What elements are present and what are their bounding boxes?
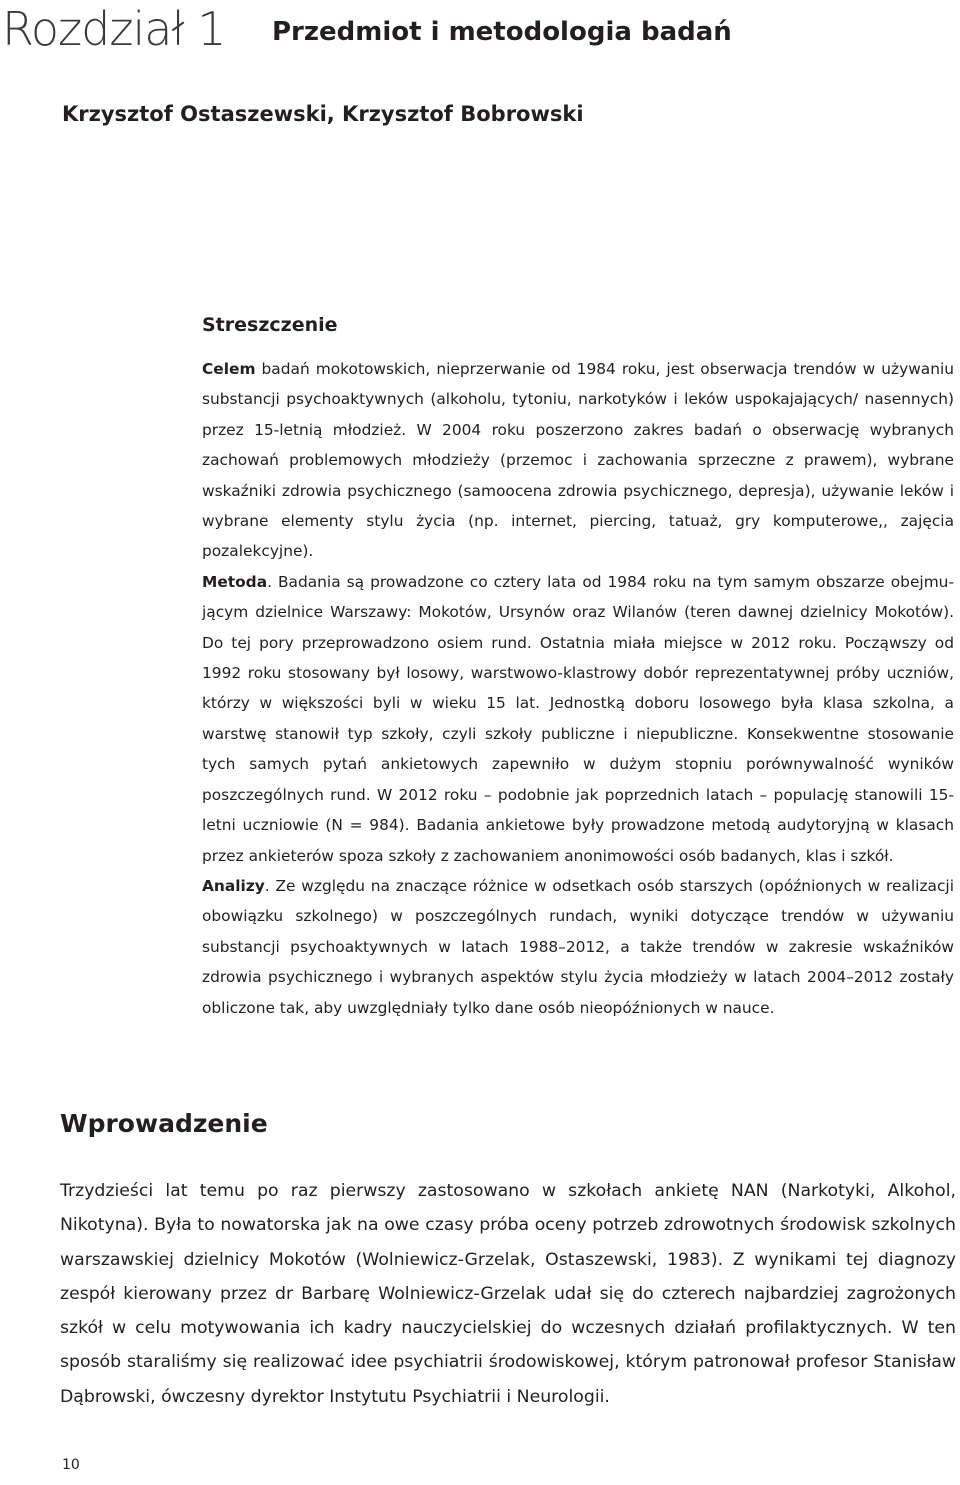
abstract-heading: Streszczenie: [202, 314, 338, 336]
abstract-text-method: . Badania są prowadzone co cztery lata od 1984 roku na tym samym obszarze obejmującym dzielnice Warszawy: Mokotów, Ursynów oraz Wilanów (teren dawnej dzielnicy Mokotów). Do tej pory przeprowadzono osiem rund. Ostatnia miała miejsce w 2012 roku. Począwszy od 1992 roku stosowany był losowy, warstwowo-klastrowy dobór reprezentatywnej próby uczniów, którzy w większości byli w wieku 15 lat. Jednostką doboru losowego była klasa szkolna, a warstwę stanowił typ szkoły, czyli szkoły publiczne i niepubliczne. Konsekwentne stosowanie tych samych pytań ankietowych zapewniło w dużym stopniu porównywalność wyników poszczególnych rund. W 2012 roku – podobnie jak poprzednich latach – populację stanowili 15-letni uczniowie (N = 984). Badania ankietowe były prowadzone metodą audytoryjną w klasach przez ankieterów spoza szkoły z zachowaniem anonimowości osób badanych, klas i szkół.: [202, 572, 954, 865]
introduction-paragraph: Trzydzieści lat temu po raz pierwszy zastosowano w szkołach ankietę NAN (Narkotyki, Alkohol, Nikotyna). Była to nowatorska jak na owe czasy próba oceny potrzeb zdrowotnych środowisk szkolnych warszawskiej dzielnicy Mokotów (Wolniewicz-Grzelak, Ostaszewski, 1983). Z wynikami tej diagnozy zespół kierowany przez dr Barbarę Wolniewicz-Grzelak udał się do czterech najbardziej zagrożonych szkół w celu motywowania ich kadry nauczycielskiej do wczesnych działań profilaktycznych. W ten sposób staraliśmy się realizować idee psychiatrii środowiskowej, którym patronował profesor Stanisław Dąbrowski, ówczesny dyrektor Instytutu Psychiatrii i Neurologii.: [60, 1181, 956, 1407]
abstract-paragraph-method: [202, 567, 954, 871]
abstract-text-analysis: . Ze względu na znaczące różnice w odsetkach osób starszych (opóźnionych w realizacji obowiązku szkolnego) w poszczególnych rundach, wyniki dotyczące trendów w używaniu substancji psychoaktywnych w latach 1988–2012, a także trendów w zakresie wskaźników zdrowia psychicznego i wybranych aspektów stylu życia młodzieży w latach 2004–2012 zostały obliczone tak, aby uwzględniały tylko dane osób nieopóźnionych w nauce.: [202, 876, 954, 1017]
chapter-label: Rozdział 1: [2, 2, 226, 56]
abstract-section: [202, 310, 954, 1023]
chapter-title: Przedmiot i metodologia badań: [272, 17, 732, 47]
abstract-lead-method: Metoda: [202, 572, 268, 591]
abstract-paragraph-analysis: [202, 871, 954, 1023]
abstract-paragraph-aim: [202, 354, 954, 567]
authors: Krzysztof Ostaszewski, Krzysztof Bobrowski: [62, 102, 584, 126]
introduction-section: [60, 1100, 956, 1414]
introduction-heading: Wprowadzenie: [60, 1109, 268, 1138]
abstract-lead-aim: Celem: [202, 360, 256, 378]
abstract-lead-analysis: Analizy: [202, 876, 265, 895]
abstract-text-aim: badań mokotowskich, nieprzerwanie od 1984 roku, jest obserwacja trendów w używaniu substancji psychoaktywnych (alkoholu, tytoniu, narkotyków i leków uspokajających/ nasennych) przez 15-letnią młodzież. W 2004 roku poszerzono zakres badań o obserwację wybranych zachowań problemowych młodzieży (przemoc i zachowania sprzeczne z prawem), wybrane wskaźniki zdrowia psychicznego (samoocena zdrowia psychicznego, depresja), używanie leków i wybrane elementy stylu życia (np. internet, piercing, tatuaż, gry komputerowe,, zajęcia pozalekcyjne).: [202, 360, 954, 561]
page-number: 10: [62, 1457, 80, 1473]
